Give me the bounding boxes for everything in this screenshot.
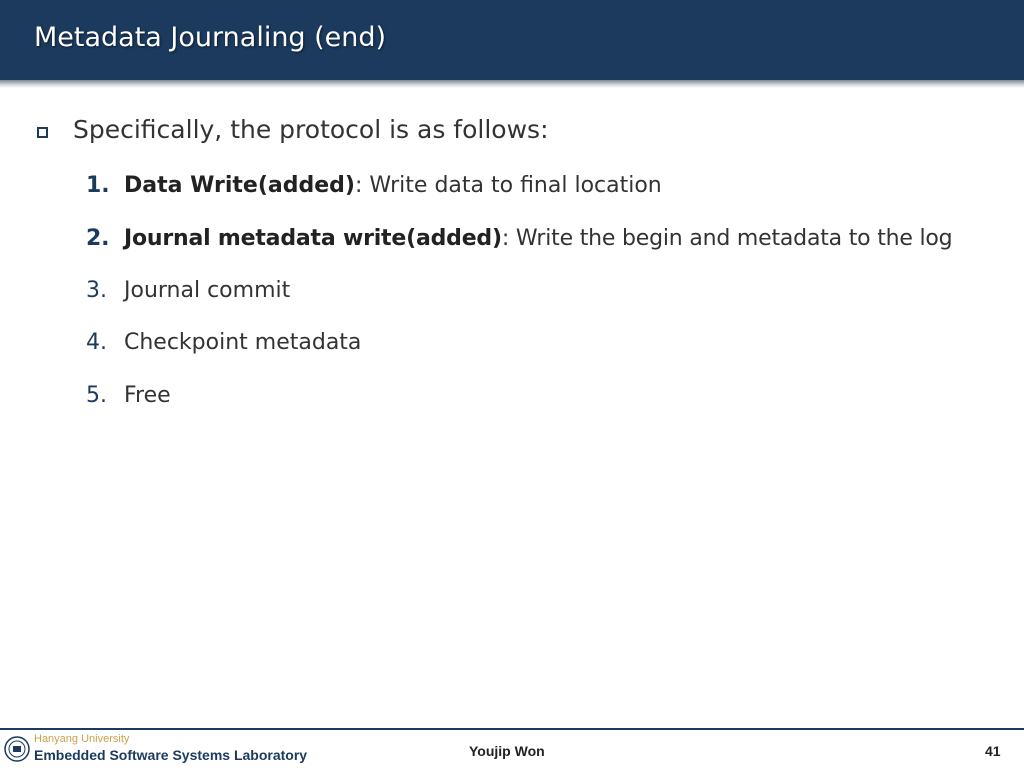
step-number: 3. [86,278,107,303]
step-number: 2. [86,226,110,251]
step-text: : Write data to final location [354,173,662,198]
list-item [86,170,662,202]
step-text: Free [124,383,171,408]
list-item [86,275,290,307]
title-shadow [0,80,1024,88]
footer-divider [0,728,1024,730]
page-number: 41 [985,743,1001,759]
list-item [86,327,361,359]
lab-name: Embedded Software Systems Laboratory [34,747,308,763]
lead-text: Specifically, the protocol is as follows: [73,115,549,144]
step-text: Checkpoint metadata [124,330,362,355]
step-number: 5. [86,383,107,408]
step-bold-text: Data Write(added) [124,173,355,198]
list-item [86,380,171,412]
slide-title: Metadata Journaling (end) [34,22,387,53]
step-bold-text: Journal metadata write(added) [124,226,502,251]
step-number: 4. [86,330,107,355]
step-text: : Write the begin and metadata to the log [501,226,953,251]
step-number: 1. [86,173,110,198]
step-text: Journal commit [124,278,291,303]
university-seal-icon [4,736,30,762]
university-name: Hanyang University [34,733,130,745]
title-bar [0,0,1024,80]
hollow-square-bullet-icon [37,127,48,138]
author-name: Youjip Won [469,743,545,759]
list-item [86,223,952,255]
